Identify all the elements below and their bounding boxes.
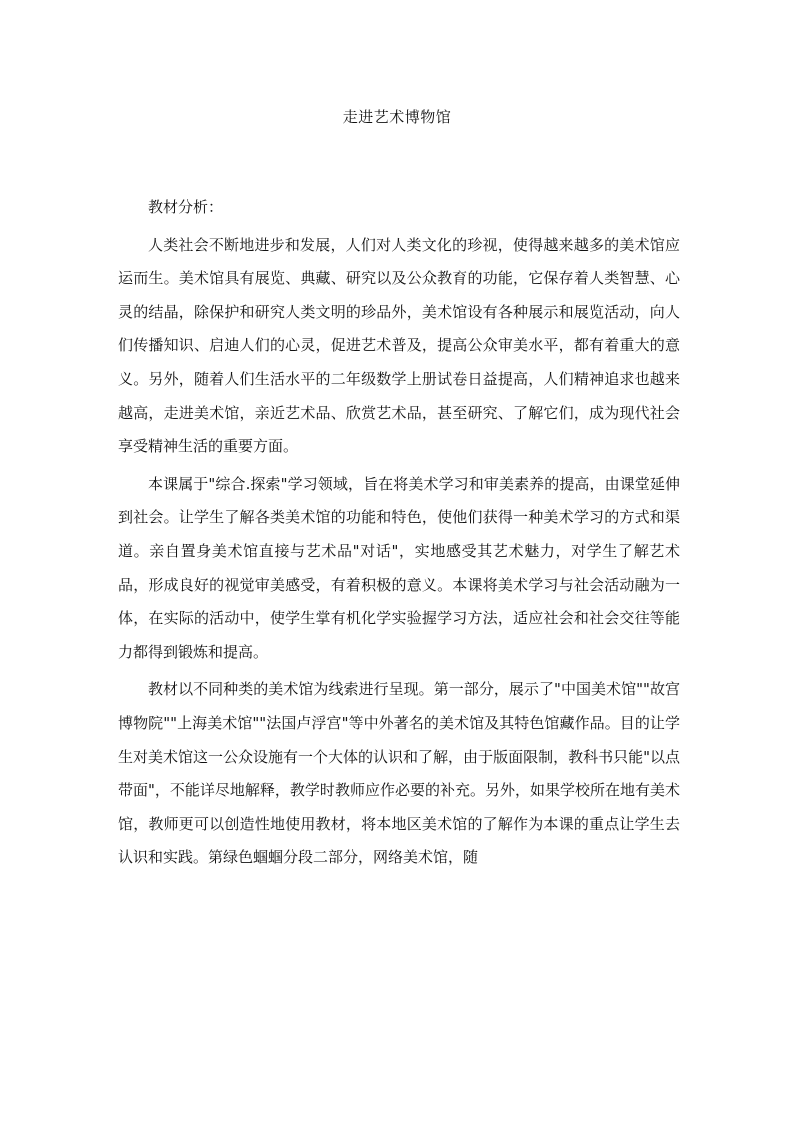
document-title: 走进艺术博物馆 bbox=[342, 108, 452, 126]
section-heading: 教材分析： bbox=[148, 198, 224, 216]
paragraph-3: 教材以不同种类的美术馆为线索进行呈现。第一部分，展示了"中国美术馆""故宫博物院""上海美术馆""法国卢浮宫"等中外著名的美术馆及其特色馆藏作品。目的让学生对美术馆这一公众设施有一个大体的认识和了解，由于版面限制，教科书只能"以点带面"，不能详尽地解释，教学时教师应作必要的补充。另外，如果学校所在地有美术馆，教师更可以创造性地使用教材，将本地区美术馆的了解作为本课的重点让学生去认识和实践。第绿色蝈蝈分段二部分，网络美术馆，随 bbox=[118, 680, 680, 867]
document-body bbox=[118, 191, 680, 879]
paragraph-1: 人类社会不断地进步和发展，人们对人类文化的珍视，使得越来越多的美术馆应运而生。美术馆具有展览、典藏、研究以及公众教育的功能，它保存着人类智慧、心灵的结晶，除保护和研究人类文明的珍品外，美术馆设有各种展示和展览活动，向人们传播知识、启迪人们的心灵，促进艺术普及，提高公众审美水平，都有着重大的意义。另外，随着人们生活水平的二年级数学上册试卷日益提高，人们精神追求也越来越高，走进美术馆，亲近艺术品、欣赏艺术品，甚至研究、了解它们，成为现代社会享受精神生活的重要方面。 bbox=[118, 235, 680, 456]
paragraph-2: 本课属于"综合.探索"学习领域，旨在将美术学习和审美素养的提高，由课堂延伸到社会。让学生了解各类美术馆的功能和特色，使他们获得一种美术学习的方式和渠道。亲自置身美术馆直接与艺术品"对话"，实地感受其艺术魅力，对学生了解艺术品，形成良好的视觉审美感受，有着积极的意义。本课将美术学习与社会活动融为一体，在实际的活动中，使学生掌有机化学实验握学习方法，适应社会和社会交往等能力都得到锻炼和提高。 bbox=[118, 474, 680, 661]
